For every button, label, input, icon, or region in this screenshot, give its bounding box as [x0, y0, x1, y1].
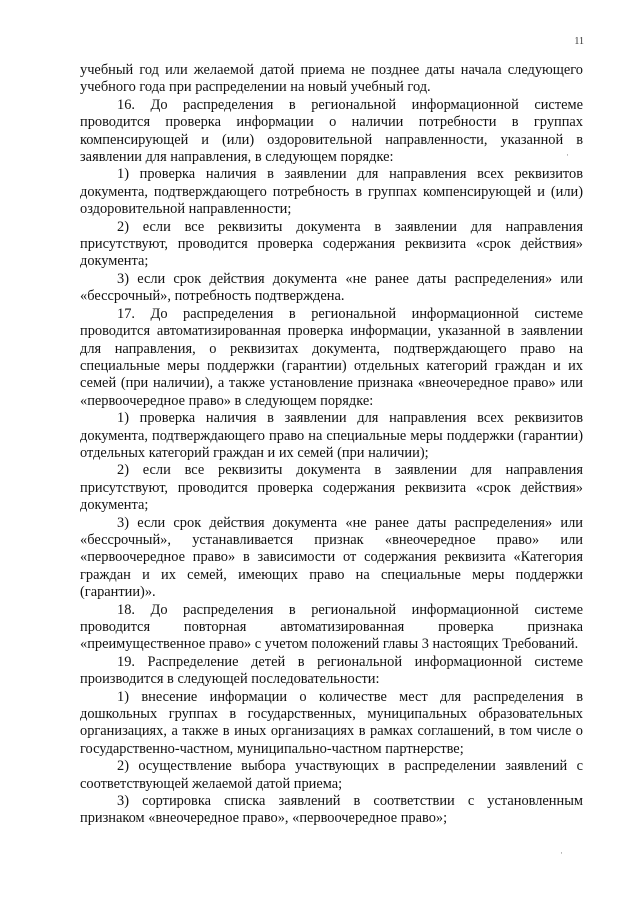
paragraph-p0: учебный год или желаемой датой приема не позднее даты начала следующего учебного года при распределении на новый учебный год. [80, 62, 583, 96]
paragraph-p16-2: 2) если все реквизиты документа в заявлении для направления присутствуют, проводится проверка содержания реквизита «срок действия» документа; [80, 218, 583, 270]
paragraph-p19-2: 2) осуществление выбора участвующих в распределении заявлений с соответствующей желаемой датой приема; [80, 758, 583, 792]
paragraph-p16-1: 1) проверка наличия в заявлении для направления всех реквизитов документа, подтверждающего потребность в группах компенсирующей и (или) оздоровительной направленности; [80, 166, 583, 218]
paragraph-p19-1: 1) внесение информации о количестве мест для распределения в дошкольных группах в государственных, муниципальных образовательных организациях, а также в иных организациях в рамках соглашений, в том числе о государственно-частном, муниципально-частном партнерстве; [80, 688, 583, 757]
paragraph-p16: 16. До распределения в региональной информационной системе проводится проверка информации о наличии потребности в группах компенсирующей и (или) оздоровительной направленности, указанной в заявлении для направления, в следующем порядке: [80, 96, 583, 166]
page-number: 11 [574, 36, 584, 47]
paragraph-p17-2: 2) если все реквизиты документа в заявлении для направления присутствуют, проводится проверка содержания реквизита «срок действия» документа; [80, 462, 583, 514]
paragraph-p19-3: 3) сортировка списка заявлений в соответствии с установленным признаком «внеочередное право», «первоочередное право»; [80, 793, 583, 827]
paragraph-p16-3: 3) если срок действия документа «не ранее даты распределения» или «бессрочный», потребность подтверждена. [80, 270, 583, 305]
document-body [80, 62, 583, 828]
scan-speck: · [560, 848, 563, 858]
paragraph-p17-3: 3) если срок действия документа «не ранее даты распределения» или «бессрочный», устанавливается признак «внеочередное право» или «первоочередное право» в зависимости от содержания реквизита «Категория граждан и их семей, имеющих право на специальные меры поддержки (гарантии)». [80, 514, 583, 601]
paragraph-p18: 18. До распределения в региональной информационной системе проводится повторная автоматизированная проверка признака «преимущественное право» с учетом положений главы 3 настоящих Требований. [80, 601, 583, 653]
paragraph-p17-1: 1) проверка наличия в заявлении для направления всех реквизитов документа, подтверждающего право на специальные меры поддержки (гарантии) отдельных категорий граждан и их семей (при наличии); [80, 410, 583, 461]
paragraph-p19: 19. Распределение детей в региональной информационной системе производится в следующей последовательности: [80, 653, 583, 688]
scan-speck: · [566, 150, 569, 160]
paragraph-p17: 17. До распределения в региональной информационной системе проводится автоматизированная проверка информации, указанной в заявлении для направления, о реквизитах документа, подтверждающего право на специальные меры поддержки (гарантии) отдельных категорий граждан и их семей (при наличии), а также установление признака «внеочередное право» или «первоочередное право» в следующем порядке: [80, 305, 583, 409]
